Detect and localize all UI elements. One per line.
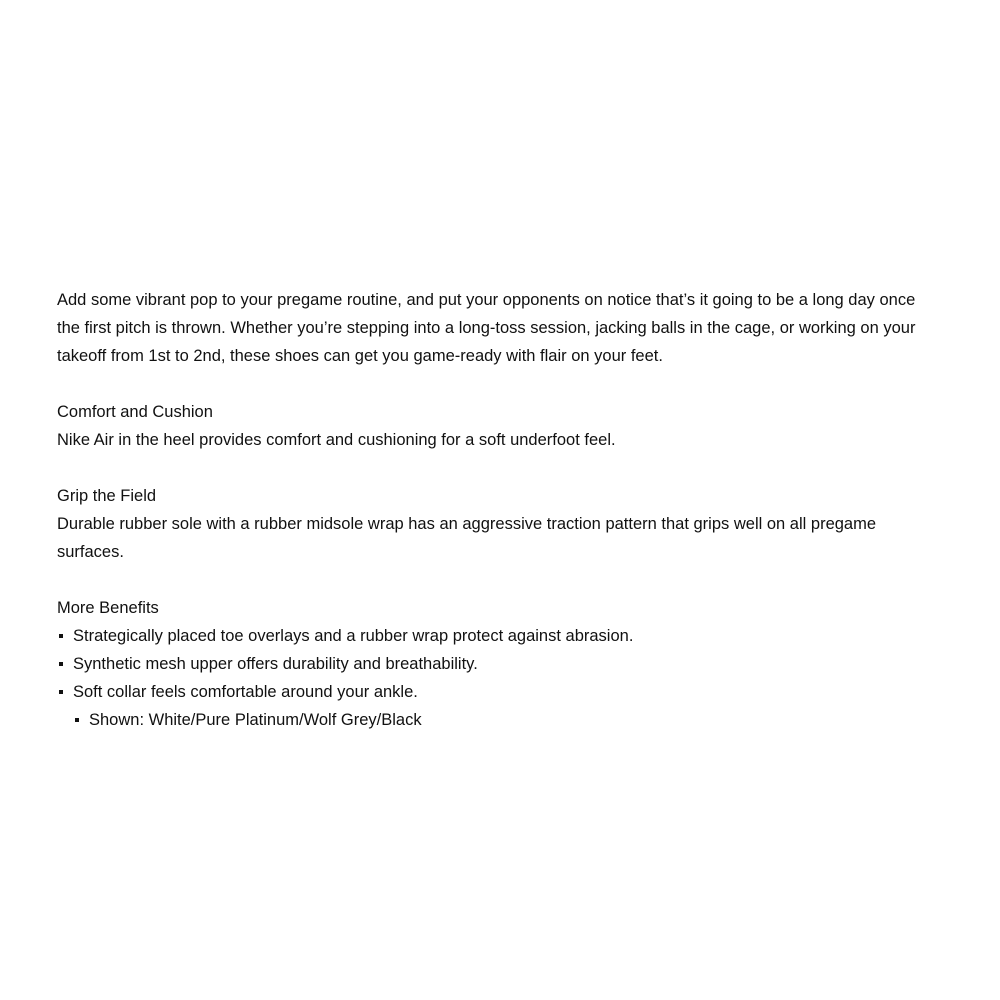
product-description xyxy=(57,286,927,734)
benefit-item: Synthetic mesh upper offers durability and breathability. xyxy=(57,650,927,678)
spacer xyxy=(57,454,927,482)
spacer xyxy=(57,370,927,398)
benefit-item: Strategically placed toe overlays and a rubber wrap protect against abrasion. xyxy=(57,622,927,650)
shown-colorway: Shown: White/Pure Platinum/Wolf Grey/Black xyxy=(57,706,927,734)
section-heading-comfort: Comfort and Cushion xyxy=(57,403,213,421)
spacer xyxy=(57,566,927,594)
section-heading-grip: Grip the Field xyxy=(57,487,157,505)
section-body-grip: Durable rubber sole with a rubber midsole wrap has an aggressive traction pattern that grips well on all pregame surfaces. xyxy=(57,515,877,561)
section-body-comfort: Nike Air in the heel provides comfort and cushioning for a soft underfoot feel. xyxy=(57,431,616,449)
benefits-list xyxy=(57,622,927,734)
benefit-item: Soft collar feels comfortable around your ankle. xyxy=(57,678,927,706)
section-heading-benefits: More Benefits xyxy=(57,599,159,617)
intro-paragraph: Add some vibrant pop to your pregame routine, and put your opponents on notice that’s it going to be a long day once the first pitch is thrown. Whether you’re stepping into a long-toss session, jacking balls in the cage, or working on your takeoff from 1st to 2nd, these shoes can get you game-ready with flair on your feet. xyxy=(57,291,916,365)
